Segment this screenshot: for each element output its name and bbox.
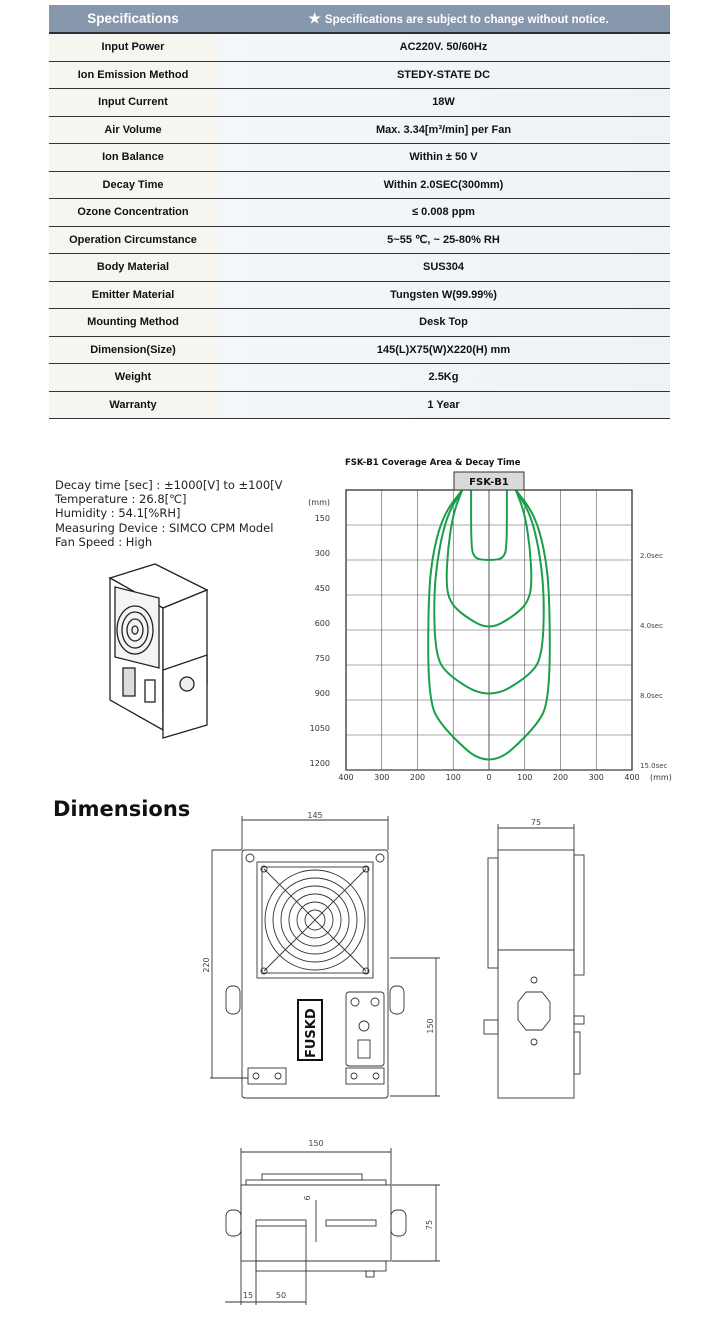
y-tick-label: 150 xyxy=(314,514,330,523)
spec-value: ≤ 0.008 ppm xyxy=(217,199,670,226)
y-tick-label: 450 xyxy=(314,584,330,593)
condition-device: Measuring Device : SIMCO CPM Model xyxy=(55,520,274,535)
spec-row xyxy=(49,144,670,172)
x-tick-label: 300 xyxy=(374,773,390,782)
front-view-drawing xyxy=(200,810,450,1110)
x-axis-label: (mm) xyxy=(650,773,672,782)
spec-value: 5~55 ℃, ~ 25-80% RH xyxy=(217,227,670,254)
bottom-slot-label: 6 xyxy=(303,1195,312,1201)
spec-label: Warranty xyxy=(49,392,217,419)
x-tick-label: 0 xyxy=(486,773,492,782)
spec-row xyxy=(49,254,670,282)
spec-value: Desk Top xyxy=(217,309,670,336)
spec-label: Weight xyxy=(49,364,217,391)
y-tick-label: 600 xyxy=(314,619,330,628)
spec-value: SUS304 xyxy=(217,254,670,281)
spec-row xyxy=(49,337,670,365)
front-width-label: 145 xyxy=(307,811,323,820)
condition-humidity: Humidity : 54.1[%RH] xyxy=(55,506,181,521)
spec-row xyxy=(49,227,670,255)
specifications-table xyxy=(49,5,670,419)
spec-label: Emitter Material xyxy=(49,282,217,309)
x-tick-label: 200 xyxy=(409,773,426,782)
spec-value: Within ± 50 V xyxy=(217,144,670,171)
spec-label: Input Current xyxy=(49,89,217,116)
spec-value: AC220V. 50/60Hz xyxy=(217,34,670,61)
spec-label: Air Volume xyxy=(49,117,217,144)
spec-row xyxy=(49,309,670,337)
spec-value: Tungsten W(99.99%) xyxy=(217,282,670,309)
spec-value: Max. 3.34[m³/min] per Fan xyxy=(217,117,670,144)
bottom-depth-label: 75 xyxy=(425,1219,434,1231)
spec-row xyxy=(49,364,670,392)
spec-row xyxy=(49,282,670,310)
side-view-drawing xyxy=(470,810,600,1110)
bottom-view-drawing xyxy=(210,1130,460,1320)
bottom-width-label: 150 xyxy=(308,1139,324,1148)
brand-logo: FUSKD xyxy=(304,1008,319,1058)
spec-label: Ion Balance xyxy=(49,144,217,171)
spec-value: STEDY-STATE DC xyxy=(217,62,670,89)
spec-label: Decay Time xyxy=(49,172,217,199)
spec-value: 18W xyxy=(217,89,670,116)
spec-row xyxy=(49,172,670,200)
product-illustration xyxy=(95,560,220,740)
y-tick-label: 1050 xyxy=(309,724,330,733)
spec-label: Dimension(Size) xyxy=(49,337,217,364)
bottom-span-label: 50 xyxy=(275,1291,287,1300)
decay-time-label: 15.0sec xyxy=(640,762,668,770)
device-box xyxy=(454,472,524,490)
condition-decay: Decay time [sec] : ±1000[V] to ±100[V xyxy=(55,478,283,492)
side-depth-label: 75 xyxy=(530,818,542,827)
x-tick-label: 400 xyxy=(624,773,640,782)
condition-fan-speed: Fan Speed : High xyxy=(55,534,153,549)
condition-temperature: Temperature : 26.8[℃] xyxy=(55,492,187,507)
dimensions-title: Dimensions xyxy=(53,797,191,821)
x-tick-label: 100 xyxy=(517,773,533,782)
x-tick-label: 200 xyxy=(552,773,569,782)
decay-time-label: 2.0sec xyxy=(640,552,663,560)
y-axis-label: (mm) xyxy=(308,498,330,507)
specifications-note: ★ Specifications are subject to change without notice. xyxy=(308,10,609,26)
y-tick-label: 300 xyxy=(314,549,330,558)
x-tick-label: 400 xyxy=(338,773,354,782)
specifications-header xyxy=(49,5,670,34)
device-label: FSK-B1 xyxy=(469,477,509,488)
spec-row xyxy=(49,117,670,145)
test-conditions xyxy=(55,478,282,549)
spec-label: Input Power xyxy=(49,34,217,61)
spec-row xyxy=(49,89,670,117)
x-tick-label: 100 xyxy=(445,773,461,782)
decay-time-label: 8.0sec xyxy=(640,692,663,700)
chart-grid xyxy=(346,490,632,770)
front-height-label: 220 xyxy=(202,957,211,973)
spec-value: 2.5Kg xyxy=(217,364,670,391)
spec-label: Ozone Concentration xyxy=(49,199,217,226)
front-lower-height-label: 150 xyxy=(426,1018,435,1034)
specifications-title: Specifications xyxy=(87,11,179,26)
y-tick-label: 1200 xyxy=(309,759,330,768)
spec-label: Body Material xyxy=(49,254,217,281)
star-icon: ★ xyxy=(308,10,321,26)
spec-value: Within 2.0SEC(300mm) xyxy=(217,172,670,199)
x-tick-label: 300 xyxy=(588,773,604,782)
coverage-chart xyxy=(300,450,718,790)
spec-value: 1 Year xyxy=(217,392,670,419)
spec-value: 145(L)X75(W)X220(H) mm xyxy=(217,337,670,364)
y-tick-label: 900 xyxy=(314,689,330,698)
bottom-offset-label: 15 xyxy=(242,1291,254,1300)
y-tick-label: 750 xyxy=(314,654,330,663)
spec-label: Ion Emission Method xyxy=(49,62,217,89)
spec-row xyxy=(49,34,670,62)
knob-icon xyxy=(180,677,194,691)
spec-rows xyxy=(49,34,670,419)
spec-row xyxy=(49,199,670,227)
spec-row xyxy=(49,62,670,90)
decay-time-label: 4.0sec xyxy=(640,622,663,630)
chart-title: FSK-B1 Coverage Area & Decay Time xyxy=(345,458,521,468)
spec-label: Mounting Method xyxy=(49,309,217,336)
spec-label: Operation Circumstance xyxy=(49,227,217,254)
spec-row xyxy=(49,392,670,420)
